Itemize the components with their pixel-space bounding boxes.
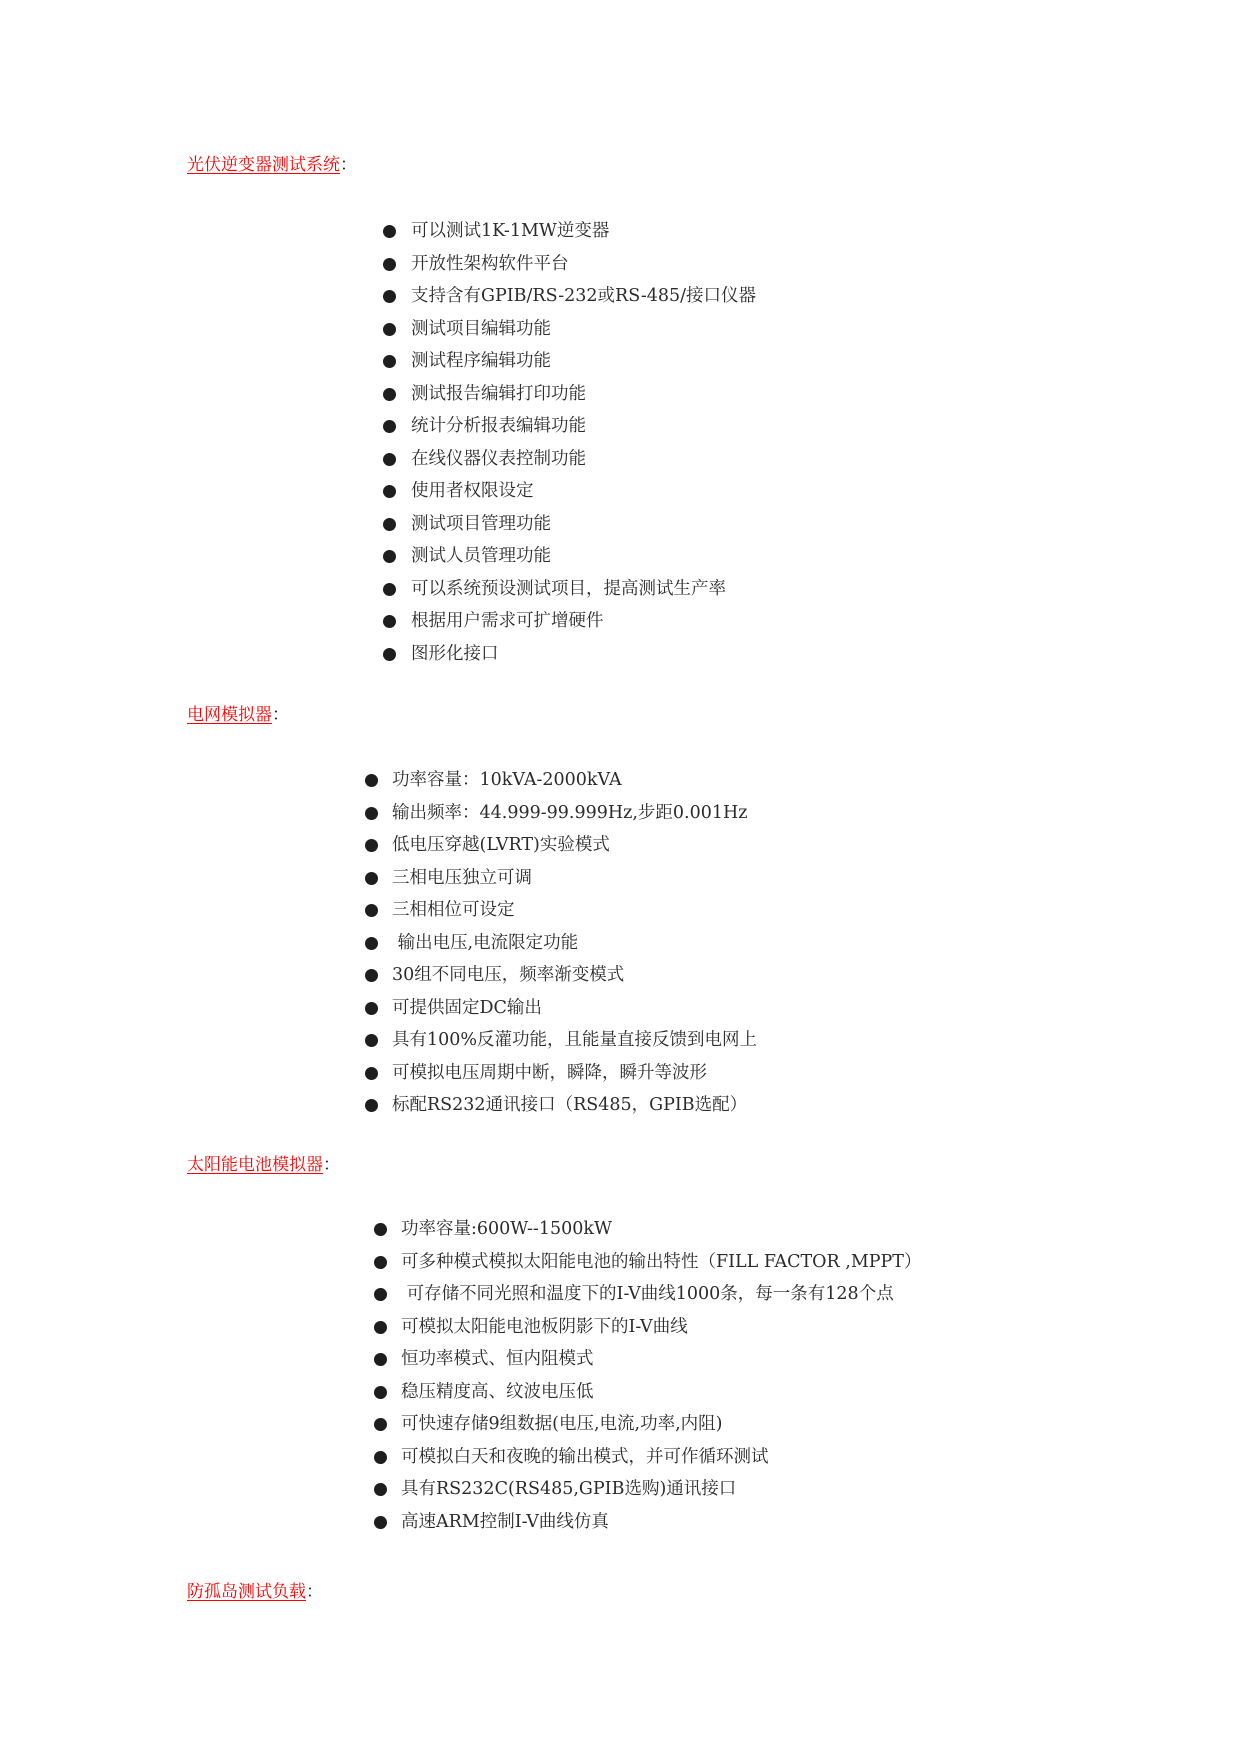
bullet-icon xyxy=(374,1256,387,1269)
section-heading: 光伏逆变器测试系统： xyxy=(187,155,357,175)
bullet-icon xyxy=(383,388,396,401)
bullet-icon xyxy=(383,583,396,596)
bullet-icon xyxy=(365,1067,378,1080)
bullet-icon xyxy=(365,1099,378,1112)
section-title: 防孤岛测试负载 xyxy=(187,1582,306,1602)
bullet-icon xyxy=(374,1418,387,1431)
bullet-icon xyxy=(365,1002,378,1015)
bullet-icon xyxy=(383,290,396,303)
bullet-icon xyxy=(383,518,396,531)
bullet-icon xyxy=(365,904,378,917)
bullet-icon xyxy=(374,1516,387,1529)
bullet-icon xyxy=(365,839,378,852)
section-title: 光伏逆变器测试系统 xyxy=(187,155,340,175)
bullet-icon xyxy=(374,1288,387,1301)
bullet-icon xyxy=(383,550,396,563)
bullet-icon xyxy=(374,1483,387,1496)
bullet-icon xyxy=(383,225,396,238)
bullet-icon xyxy=(383,323,396,336)
bullet-icon xyxy=(365,807,378,820)
section-title: 太阳能电池模拟器 xyxy=(187,1155,323,1175)
section-title: 电网模拟器 xyxy=(187,705,272,725)
bullet-icon xyxy=(374,1386,387,1399)
bullet-icon xyxy=(383,453,396,466)
bullet-icon xyxy=(374,1451,387,1464)
bullet-icon xyxy=(383,648,396,661)
bullet-icon xyxy=(365,774,378,787)
section-heading: 电网模拟器： xyxy=(187,705,289,725)
bullet-icon xyxy=(365,872,378,885)
bullet-icon xyxy=(374,1223,387,1236)
section-heading: 太阳能电池模拟器： xyxy=(187,1155,340,1175)
bullet-icon xyxy=(374,1321,387,1334)
bullet-icon xyxy=(383,258,396,271)
bullet-icon xyxy=(365,1034,378,1047)
bullet-icon xyxy=(383,355,396,368)
bullet-icon xyxy=(374,1353,387,1366)
bullet-icon xyxy=(383,420,396,433)
section-heading: 防孤岛测试负载： xyxy=(187,1582,323,1602)
bullet-icon xyxy=(365,969,378,982)
bullet-icon xyxy=(365,937,378,950)
bullet-icon xyxy=(383,485,396,498)
bullet-icon xyxy=(383,615,396,628)
